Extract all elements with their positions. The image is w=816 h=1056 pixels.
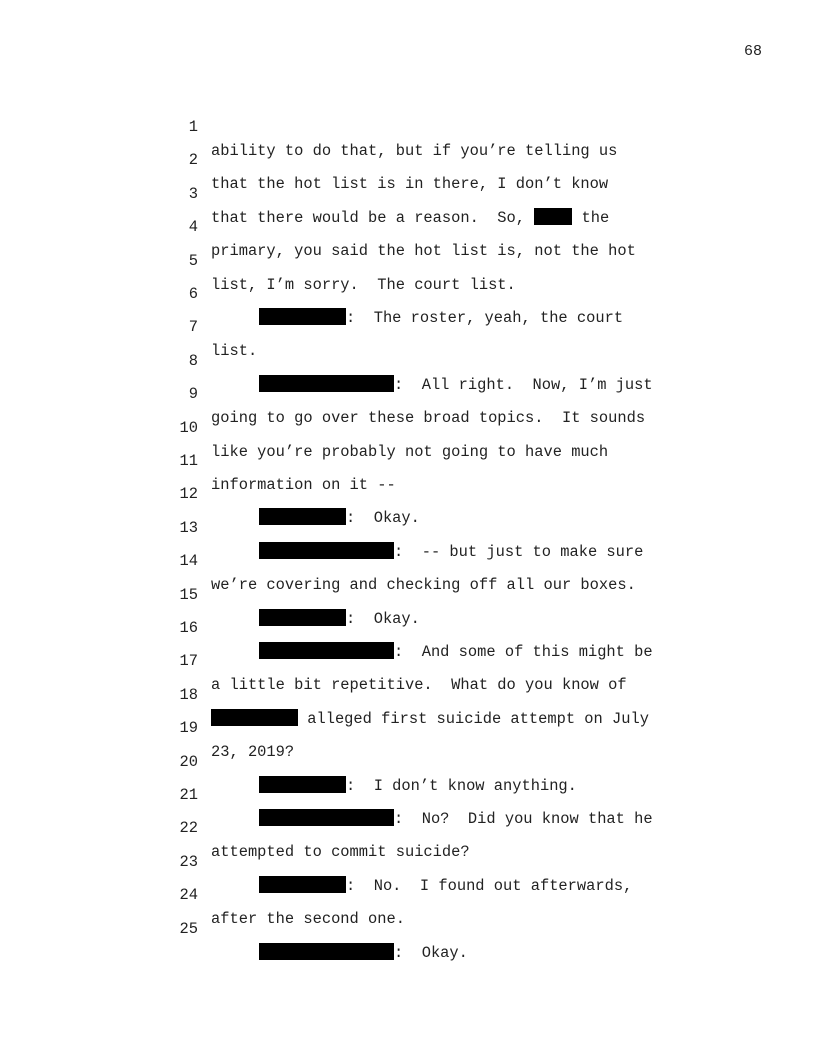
speaker-redaction: [259, 943, 394, 960]
redaction-box: [534, 208, 572, 225]
line-text: 23, 2019?: [211, 743, 295, 762]
speaker-redaction: [259, 642, 394, 659]
line-number: 11: [179, 452, 198, 470]
line-text: after the second one.: [211, 910, 405, 929]
speaker-redaction: [259, 876, 346, 893]
transcript-line: [0, 91, 618, 160]
line-number: 19: [179, 719, 198, 738]
line-text: information on it --: [211, 476, 396, 494]
line-number: 7: [188, 318, 198, 337]
line-number: 24: [179, 886, 198, 905]
line-number: 3: [188, 184, 198, 203]
line-number: 25: [179, 919, 198, 938]
line-text: [211, 707, 649, 731]
speaker-redaction: [259, 375, 394, 392]
line-text-after: : No. I found out afterwards,: [346, 876, 633, 895]
line-text: [211, 206, 609, 230]
speaker-redaction: [259, 776, 346, 793]
line-text: primary, you said the hot list is, not the hot: [211, 242, 636, 261]
line-number: 15: [179, 585, 198, 604]
line-text: list.: [211, 342, 258, 361]
line-number: 2: [188, 151, 198, 170]
line-number: 10: [179, 418, 198, 437]
line-text: ability to do that, but if you’re telling us: [211, 142, 618, 160]
line-text: we’re covering and checking off all our boxes.: [211, 576, 636, 595]
line-text-after: : No? Did you know that he: [394, 810, 653, 828]
speaker-line: [259, 373, 653, 397]
line-number: 14: [179, 552, 198, 571]
speaker-line: [259, 540, 643, 564]
line-text: like you’re probably not going to have much: [211, 442, 609, 461]
line-text-after: the: [572, 208, 610, 227]
line-text: going to go over these broad topics. It sounds: [211, 409, 646, 428]
line-number: 23: [179, 852, 198, 871]
speaker-line: [259, 640, 653, 664]
speaker-line: [259, 506, 420, 530]
speaker-redaction: [259, 609, 346, 626]
line-number: 20: [179, 752, 198, 771]
line-text-after: : Okay.: [346, 609, 420, 628]
line-text-before: that there would be a reason. So,: [211, 208, 535, 227]
line-number: 17: [179, 652, 198, 671]
line-number: 13: [179, 518, 198, 537]
speaker-redaction: [259, 308, 346, 325]
line-text: list, I’m sorry. The court list.: [211, 275, 516, 294]
line-number: 5: [188, 251, 198, 270]
line-text: attempted to commit suicide?: [211, 843, 470, 862]
line-text: that the hot list is in there, I don’t know: [211, 175, 609, 194]
line-number: 6: [188, 285, 198, 303]
speaker-line: [259, 774, 577, 798]
line-text-after: : The roster, yeah, the court: [346, 309, 624, 327]
speaker-line: [259, 874, 632, 898]
line-text-after: : I don’t know anything.: [346, 776, 577, 795]
line-number: 12: [179, 485, 198, 504]
line-text-after: : Okay.: [346, 509, 420, 528]
line-number: 4: [188, 218, 198, 237]
line-number: 8: [188, 351, 198, 370]
speaker-redaction: [259, 809, 394, 826]
line-number: 22: [179, 819, 198, 838]
speaker-redaction: [259, 542, 394, 559]
page-number: 68: [743, 43, 762, 60]
line-text-after: : And some of this might be: [394, 643, 653, 661]
line-text-after: : Okay.: [394, 943, 468, 962]
speaker-line: [259, 607, 420, 631]
line-number: 18: [179, 685, 198, 704]
line-text: a little bit repetitive. What do you know of: [211, 676, 627, 695]
redaction-box: [211, 709, 298, 726]
line-text-after: : All right. Now, I’m just: [394, 375, 653, 394]
line-number: 21: [179, 786, 198, 804]
speaker-line: [259, 306, 623, 330]
transcript-line: [0, 291, 258, 361]
line-text-after: alleged first suicide attempt on July: [298, 709, 649, 728]
speaker-line: [259, 807, 653, 831]
line-text-after: : -- but just to make sure: [394, 542, 644, 561]
speaker-line: [259, 941, 468, 965]
speaker-redaction: [259, 508, 346, 525]
line-number: 9: [188, 385, 198, 404]
line-number: 1: [188, 118, 198, 136]
line-number: 16: [179, 619, 198, 637]
